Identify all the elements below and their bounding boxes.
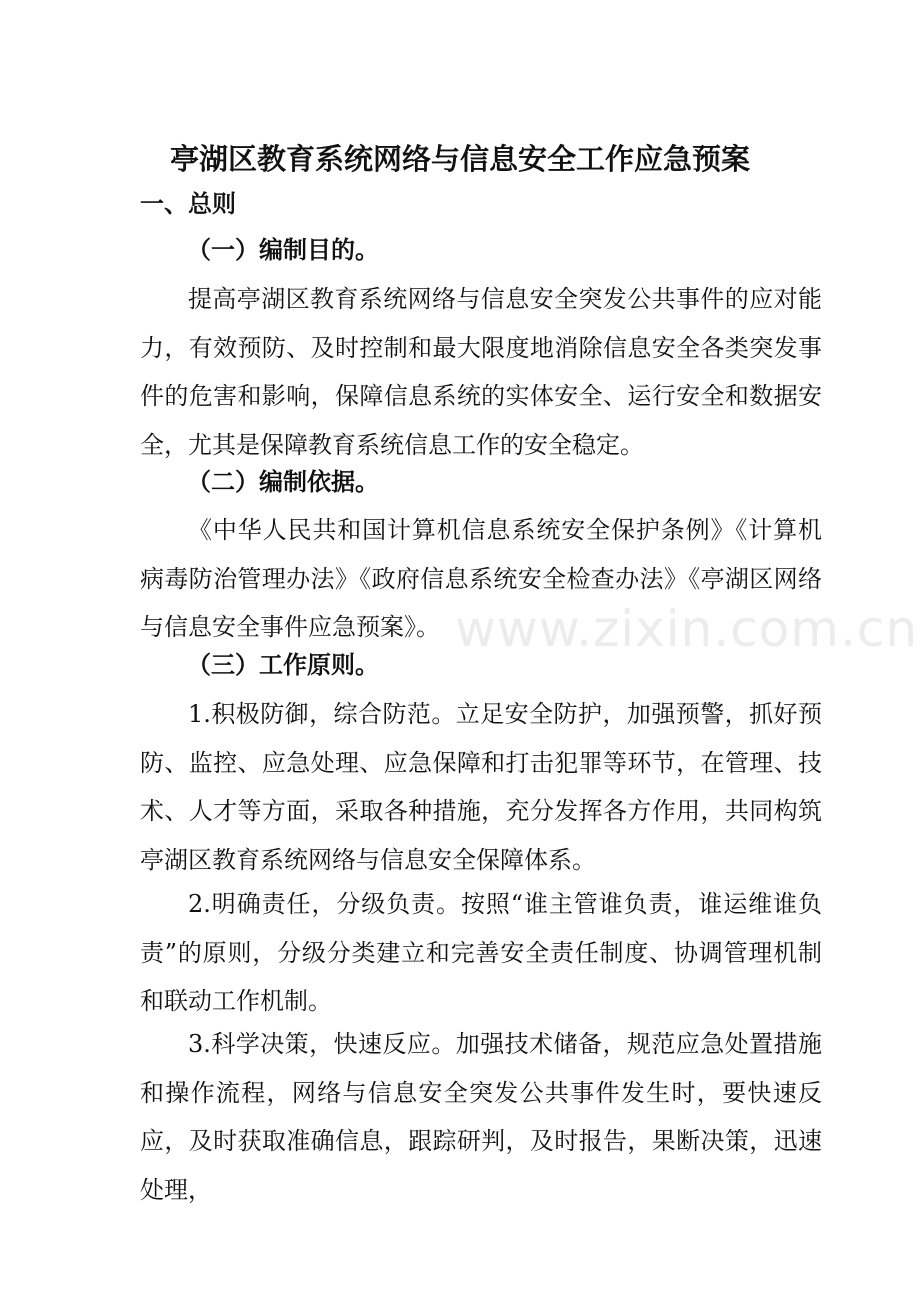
subheading-principles: （三）工作原则。 [187,651,379,679]
paragraph-principle-3: 3.科学决策，快速反应。加强技术储备，规范应急处置措施和操作流程，网络与信息安全突发公共事件发生时，要快速反应，及时获取准确信息，跟踪研判，及时报告，果断决策，迅速处理， [140,1030,822,1204]
subheading-basis: （二）编制依据。 [187,468,379,496]
watermark: www.zixin.com.cn [455,600,919,658]
paragraph-basis: 《中华人民共和国计算机信息系统安全保护条例》《计算机病毒防治管理办法》《政府信息系统安全检查办法》《亭湖区网络与信息安全事件应急预案》。 [140,516,822,641]
subheading-purpose: （一）编制目的。 [187,236,379,264]
paragraph-principle-2: 2.明确责任，分级负责。按照“谁主管谁负责，谁运维谁负责”的原则，分级分类建立和完善安全责任制度、协调管理机制和联动工作机制。 [140,890,822,1015]
document-title: 亭湖区教育系统网络与信息安全工作应急预案 [169,142,750,176]
paragraph-purpose: 提高亭湖区教育系统网络与信息安全突发公共事件的应对能力，有效预防、及时控制和最大限度地消除信息安全各类突发事件的危害和影响，保障信息系统的实体安全、运行安全和数据安全，尤其是保障教育系统信息工作的安全稳定。 [140,285,822,459]
paragraph-principle-1: 1.积极防御，综合防范。立足安全防护，加强预警，抓好预防、监控、应急处理、应急保障和打击犯罪等环节，在管理、技术、人才等方面，采取各种措施，充分发挥各方作用，共同构筑亭湖区教育系统网络与信息安全保障体系。 [140,700,822,874]
section-heading-general: 一、总则 [140,190,236,218]
